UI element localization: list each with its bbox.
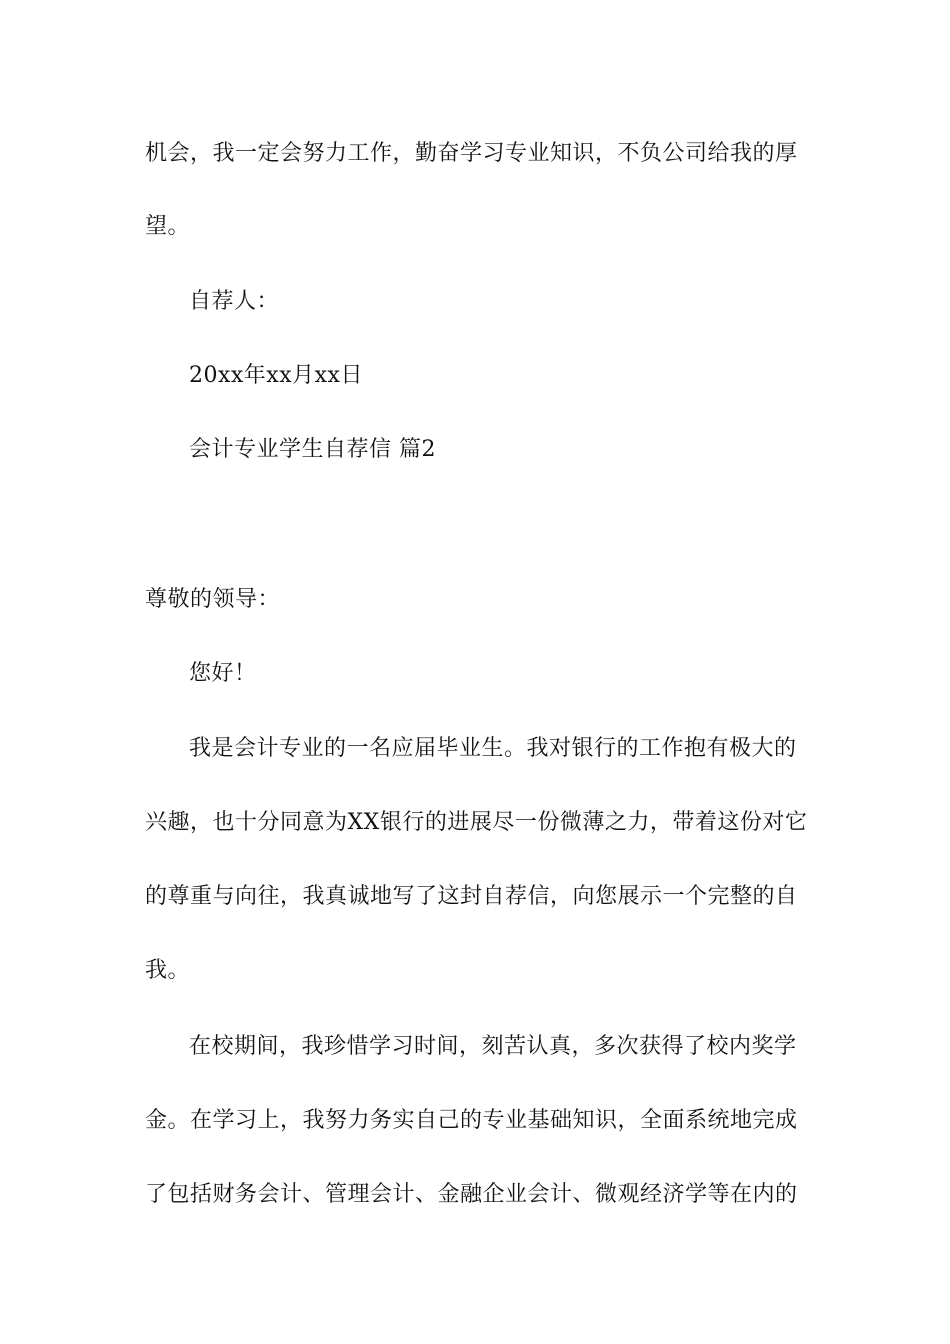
- paragraph-line: 的尊重与向往，我真诚地写了这封自荐信，向您展示一个完整的自: [145, 884, 798, 909]
- paragraph-line: 我。: [145, 958, 191, 983]
- paragraph-line: 在校期间，我珍惜学习时间，刻苦认真，多次获得了校内奖学: [189, 1034, 797, 1059]
- paragraph-line: 我是会计专业的一名应届毕业生。我对银行的工作抱有极大的: [189, 736, 797, 761]
- date-line: 20xx年xx月xx日: [189, 363, 363, 388]
- section-title: 会计专业学生自荐信 篇2: [189, 437, 436, 462]
- paragraph-line: 兴趣，也十分同意为XX银行的进展尽一份微薄之力，带着这份对它: [145, 810, 808, 835]
- signature-label: 自荐人：: [189, 289, 280, 314]
- salutation: 尊敬的领导：: [145, 587, 281, 612]
- paragraph-line: 金。在学习上，我努力务实自己的专业基础知识，全面系统地完成: [145, 1108, 798, 1133]
- paragraph-line: 了包括财务会计、管理会计、金融企业会计、微观经济学等在内的: [145, 1182, 798, 1207]
- paragraph-line: 望。: [145, 214, 191, 239]
- greeting: 您好！: [189, 661, 257, 686]
- paragraph-line: 机会，我一定会努力工作，勤奋学习专业知识，不负公司给我的厚: [145, 141, 798, 166]
